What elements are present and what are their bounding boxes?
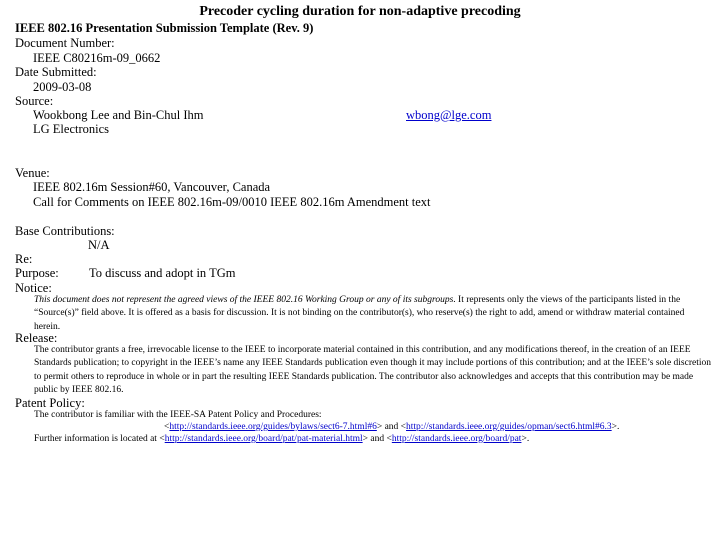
purpose-label: Purpose:: [15, 266, 59, 280]
release-label: Release:: [15, 331, 58, 345]
patent-links-line: <http://standards.ieee.org/guides/bylaws/sect6-7.html#6> and <http://standards.ieee.org/guides/opman/sect6.html#6.3>.: [164, 422, 620, 432]
base-contributions-label: Base Contributions:: [15, 224, 115, 238]
date-submitted-label: Date Submitted:: [15, 65, 97, 79]
patent-intro: The contributor is familiar with the IEEE-SA Patent Policy and Procedures:: [34, 410, 322, 420]
venue-line-1: IEEE 802.16m Session#60, Vancouver, Canada: [33, 180, 271, 194]
source-organization: LG Electronics: [33, 122, 110, 136]
patent-board-link[interactable]: http://standards.ieee.org/board/pat: [391, 434, 522, 444]
date-submitted-value: 2009-03-08: [33, 80, 92, 94]
source-label: Source:: [15, 94, 54, 108]
venue-line-2: Call for Comments on IEEE 802.16m-09/0010 IEEE 802.16m Amendment text: [33, 195, 431, 209]
purpose-value: To discuss and adopt in TGm: [89, 266, 236, 280]
patent-policy-label: Patent Policy:: [15, 396, 85, 410]
template-header: IEEE 802.16 Presentation Submission Template (Rev. 9): [15, 21, 314, 35]
document-number-label: Document Number:: [15, 36, 115, 50]
source-email-link[interactable]: wbong@lge.com: [406, 108, 492, 122]
venue-label: Venue:: [15, 166, 50, 180]
notice-text: [34, 294, 706, 334]
notice-rest-text: . It represents only the views of the participants listed in the “Source(s)” field above. It is offered as a basis for discussion. It is not binding on the contributor(s), who reserve(s) the right to add, amend or withdraw material contained herein.: [34, 295, 685, 332]
patent-further-line: Further information is located at <http://standards.ieee.org/board/pat/pat-material.html> and <http://standards.ieee.org/board/pat>.: [34, 434, 530, 444]
re-label: Re:: [15, 252, 33, 266]
notice-label: Notice:: [15, 281, 52, 295]
notice-italic-text: This document does not represent the agreed views of the IEEE 802.16 Working Group or any of its subgroups: [34, 295, 454, 305]
document-number-value: IEEE C80216m-09_0662: [33, 51, 161, 65]
source-authors: Wookbong Lee and Bin-Chul Ihm: [33, 108, 204, 122]
base-contributions-value: N/A: [88, 238, 110, 252]
release-text: The contributor grants a free, irrevocable license to the IEEE to incorporate material contained in this contribution, and any modifications thereof, in the creation of an IEEE Standards publication; to copyright in the IEEE’s name any IEEE Standards publication even though it may include portions of this contribution; and at the IEEE’s sole discretion to permit others to reproduce in whole or in part the resulting IEEE Standards publication. The contributor also acknowledges and accepts that this contribution may be made public by IEEE 802.16.: [34, 345, 711, 395]
page-title: Precoder cycling duration for non-adaptive precoding: [199, 4, 521, 19]
patent-bylaws-link[interactable]: http://standards.ieee.org/guides/bylaws/sect6-7.html#6: [169, 422, 377, 432]
patent-opman-link[interactable]: http://standards.ieee.org/guides/opman/sect6.html#6.3: [406, 422, 612, 432]
patent-material-link[interactable]: http://standards.ieee.org/board/pat/pat-material.html: [164, 434, 363, 444]
